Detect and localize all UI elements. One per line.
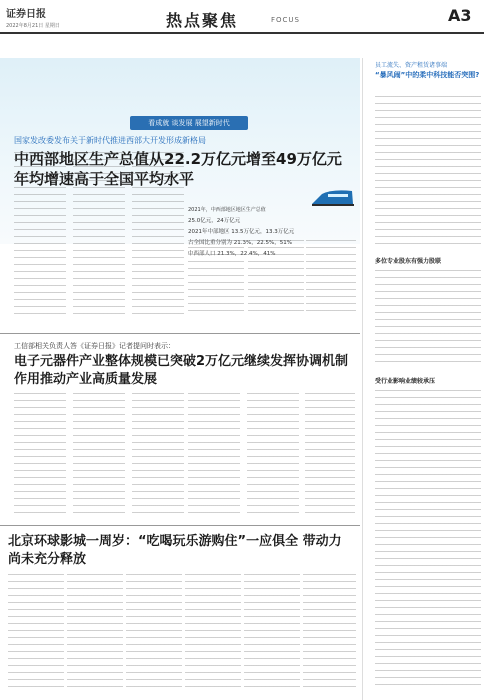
right-subheading: 受行业影响业绩较承压 [375,378,436,385]
article-body [303,574,356,692]
masthead: 证券日报 [6,9,46,20]
section-divider [0,333,360,334]
chart-stat: 中西部人口 21.3%，22.4%，41% [188,251,276,257]
article-body [188,393,240,516]
page-number: A3 [448,6,472,25]
article-body [67,574,123,692]
right-subheading: 多位专业股东有强力股联 [375,258,442,265]
right-title: “暴风闹”中的柔中科技能否突围? [375,71,480,79]
hero-badge: 看成就 谈发展 展望新时代 [130,116,248,130]
article-body [73,393,125,516]
article-body [305,393,355,516]
article-body [8,574,64,692]
article-body [244,574,300,692]
article-body [375,96,481,248]
right-sidebar-article [362,58,484,700]
article-body [132,152,184,316]
article-body [247,393,299,516]
page-header [0,0,484,34]
chart-stat: 占全国比重分别为 21.3%，22.5%，51% [188,240,292,246]
article-body [375,390,481,690]
section-english-title: FOCUS [271,16,300,24]
hero-kicker: 国家发改委发布关于新时代推进西部大开发形成新格局 [14,136,206,145]
section-divider [0,525,360,526]
article2-title: 电子元器件产业整体规模已突破2万亿元继续发挥协调机制作用推动产业高质量发展 [14,354,349,387]
article-body [248,240,304,316]
right-kicker: 员工流失、资产租赁诸事端 [375,62,448,69]
article-body [132,393,184,516]
article-body [73,152,125,316]
chart-stat: 2021年中部地区 13.5万亿元，13.3万亿元 [188,229,295,235]
article3-title: 北京环球影城一周岁：“吃喝玩乐游购住”一应俱全 带动力尚未充分释放 [8,534,342,567]
chart-stat: 25.0亿元，24万亿元 [188,218,241,224]
chart-title: 2021年，中西部地区地区生产总值 [188,207,266,213]
article-body [375,270,481,365]
article-body [14,393,66,516]
article-body [188,240,244,316]
hero-headline: 中西部地区生产总值从22.2万亿元增至49万亿元年均增速高于全国平均水平 [14,150,342,188]
article-body [185,574,241,692]
date: 2022年8月21日 星期日 [6,23,60,29]
article-body [14,152,66,316]
article2-kicker: 工信部相关负责人答《证券日报》记者提问时表示： [14,342,175,350]
article-body [126,574,182,692]
article-body [306,240,356,316]
section-title: 热点聚焦 [166,11,239,30]
